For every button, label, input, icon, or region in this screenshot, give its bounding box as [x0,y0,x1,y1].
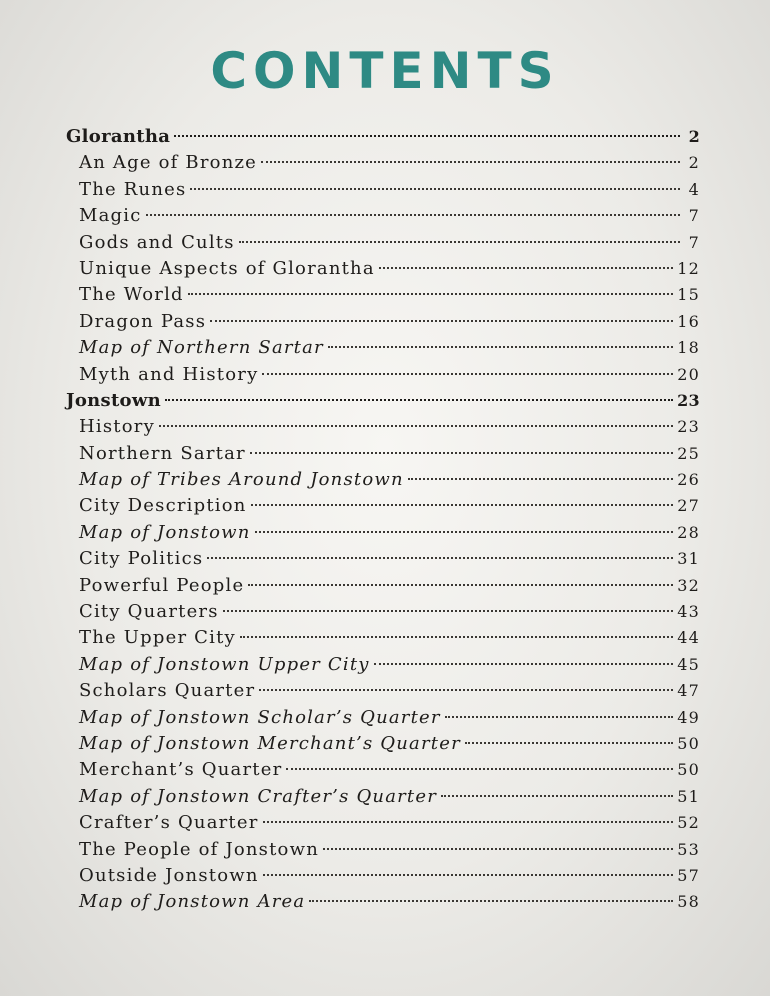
toc-entry-page-number: 15 [677,285,700,305]
dot-leader [328,346,673,348]
dot-leader [190,188,680,190]
toc-entry-label: Glorantha [66,126,171,147]
toc-entry-label: The World [79,284,184,306]
toc-entry[interactable] [66,784,700,810]
toc-entry-label: Map of Jonstown Area [79,891,306,913]
toc-entry[interactable] [66,441,700,467]
toc-entry[interactable] [66,256,700,282]
toc-entry[interactable] [66,889,700,915]
dot-leader [309,900,673,902]
toc-entry[interactable] [66,177,700,203]
toc-entry-page-number: 57 [677,865,700,885]
toc-entry-label: Unique Aspects of Glorantha [79,257,375,279]
toc-entry-label: Map of Jonstown Merchant’s Quarter [79,732,461,754]
toc-entry[interactable] [66,414,700,440]
dot-leader [248,584,673,586]
toc-entry-label: City Politics [79,548,204,570]
toc-entry[interactable] [66,520,700,546]
dot-leader [408,478,673,480]
toc-entry-page-number: 50 [677,733,700,753]
toc-entry[interactable] [66,230,700,256]
toc-entry[interactable] [66,810,700,836]
toc-entry[interactable] [66,573,700,599]
toc-entry-page-number: 51 [677,786,700,806]
toc-entry-label: The People of Jonstown [79,838,319,860]
table-of-contents [66,124,700,916]
dot-leader [263,821,674,823]
toc-entry-page-number: 28 [677,522,700,542]
toc-entry-label: Map of Jonstown [79,521,251,543]
toc-entry[interactable] [66,150,700,176]
dot-leader [262,373,673,375]
toc-entry[interactable] [66,599,700,625]
dot-leader [210,320,673,322]
toc-entry-page-number: 49 [677,707,700,727]
toc-entry[interactable] [66,652,700,678]
toc-chapter-entry[interactable] [66,388,700,414]
toc-entry-label: Map of Northern Sartar [79,337,324,359]
toc-entry-page-number: 4 [688,179,700,199]
toc-entry-page-number: 44 [677,628,700,648]
dot-leader [174,135,680,137]
toc-entry-label: An Age of Bronze [79,152,258,174]
toc-entry-page-number: 7 [688,232,700,252]
dot-leader [207,557,673,559]
dot-leader [379,267,673,269]
toc-entry-page-number: 12 [677,258,700,278]
toc-entry-page-number: 25 [677,443,700,463]
toc-entry-label: Scholars Quarter [79,680,256,702]
toc-entry-label: Outside Jonstown [79,864,259,886]
toc-entry-page-number: 47 [677,681,700,701]
toc-entry-page-number: 20 [677,364,700,384]
dot-leader [239,241,680,243]
toc-entry-page-number: 27 [677,496,700,516]
dot-leader [445,716,674,718]
toc-entry[interactable] [66,335,700,361]
toc-entry-page-number: 2 [688,127,700,146]
toc-entry[interactable] [66,625,700,651]
toc-entry-page-number: 50 [677,760,700,780]
toc-entry-page-number: 16 [677,311,700,331]
toc-entry-page-number: 43 [677,602,700,622]
toc-entry-label: Northern Sartar [79,442,246,464]
toc-entry-page-number: 58 [677,892,700,912]
toc-entry[interactable] [66,493,700,519]
toc-entry-label: Magic [79,205,142,227]
toc-entry-page-number: 32 [677,575,700,595]
dot-leader [188,293,673,295]
toc-entry-label: Dragon Pass [79,310,207,332]
toc-entry-page-number: 45 [677,654,700,674]
dot-leader [146,214,680,216]
toc-entry-page-number: 2 [688,153,700,173]
dot-leader [374,663,674,665]
toc-entry[interactable] [66,309,700,335]
dot-leader [250,452,673,454]
dot-leader [261,161,680,163]
toc-entry-label: Map of Jonstown Crafter’s Quarter [79,785,438,807]
toc-entry-label: Map of Jonstown Upper City [79,653,370,675]
dot-leader [223,610,674,612]
toc-entry-label: City Quarters [79,601,219,623]
dot-leader [159,425,673,427]
toc-entry-label: The Runes [79,178,187,200]
dot-leader [286,768,673,770]
toc-entry[interactable] [66,863,700,889]
toc-entry[interactable] [66,837,700,863]
dot-leader [441,795,673,797]
toc-entry-label: Powerful People [79,574,245,596]
dot-leader [259,689,673,691]
dot-leader [251,504,674,506]
toc-entry-page-number: 23 [677,417,700,437]
toc-entry-page-number: 26 [677,470,700,490]
toc-entry-label: Merchant’s Quarter [79,759,283,781]
toc-entry-label: Gods and Cults [79,231,235,253]
toc-entry-label: History [79,416,155,438]
toc-entry-label: Map of Tribes Around Jonstown [79,469,404,491]
toc-chapter-entry[interactable] [66,124,700,150]
toc-entry-page-number: 23 [677,390,700,410]
toc-entry-label: Map of Jonstown Scholar’s Quarter [79,706,441,728]
toc-entry[interactable] [66,705,700,731]
page-title: CONTENTS [210,42,560,100]
toc-entry[interactable] [66,362,700,388]
dot-leader [323,848,673,850]
dot-leader [255,531,674,533]
toc-entry[interactable] [66,678,700,704]
toc-entry[interactable] [66,282,700,308]
toc-entry-label: Jonstown [66,389,162,411]
dot-leader [465,742,673,744]
toc-entry-page-number: 18 [677,338,700,358]
toc-entry-label: City Description [79,495,247,517]
dot-leader [165,399,673,401]
toc-entry-label: Crafter’s Quarter [79,812,259,834]
toc-entry-page-number: 53 [677,839,700,859]
toc-entry[interactable] [66,203,700,229]
toc-entry-page-number: 31 [677,549,700,569]
toc-entry-page-number: 7 [688,206,700,226]
toc-entry-page-number: 52 [677,813,700,833]
toc-entry-label: Myth and History [79,363,259,385]
toc-entry[interactable] [66,757,700,783]
toc-entry[interactable] [66,546,700,572]
toc-entry[interactable] [66,731,700,757]
dot-leader [240,636,673,638]
toc-entry[interactable] [66,467,700,493]
toc-entry-label: The Upper City [79,627,236,649]
dot-leader [263,874,674,876]
